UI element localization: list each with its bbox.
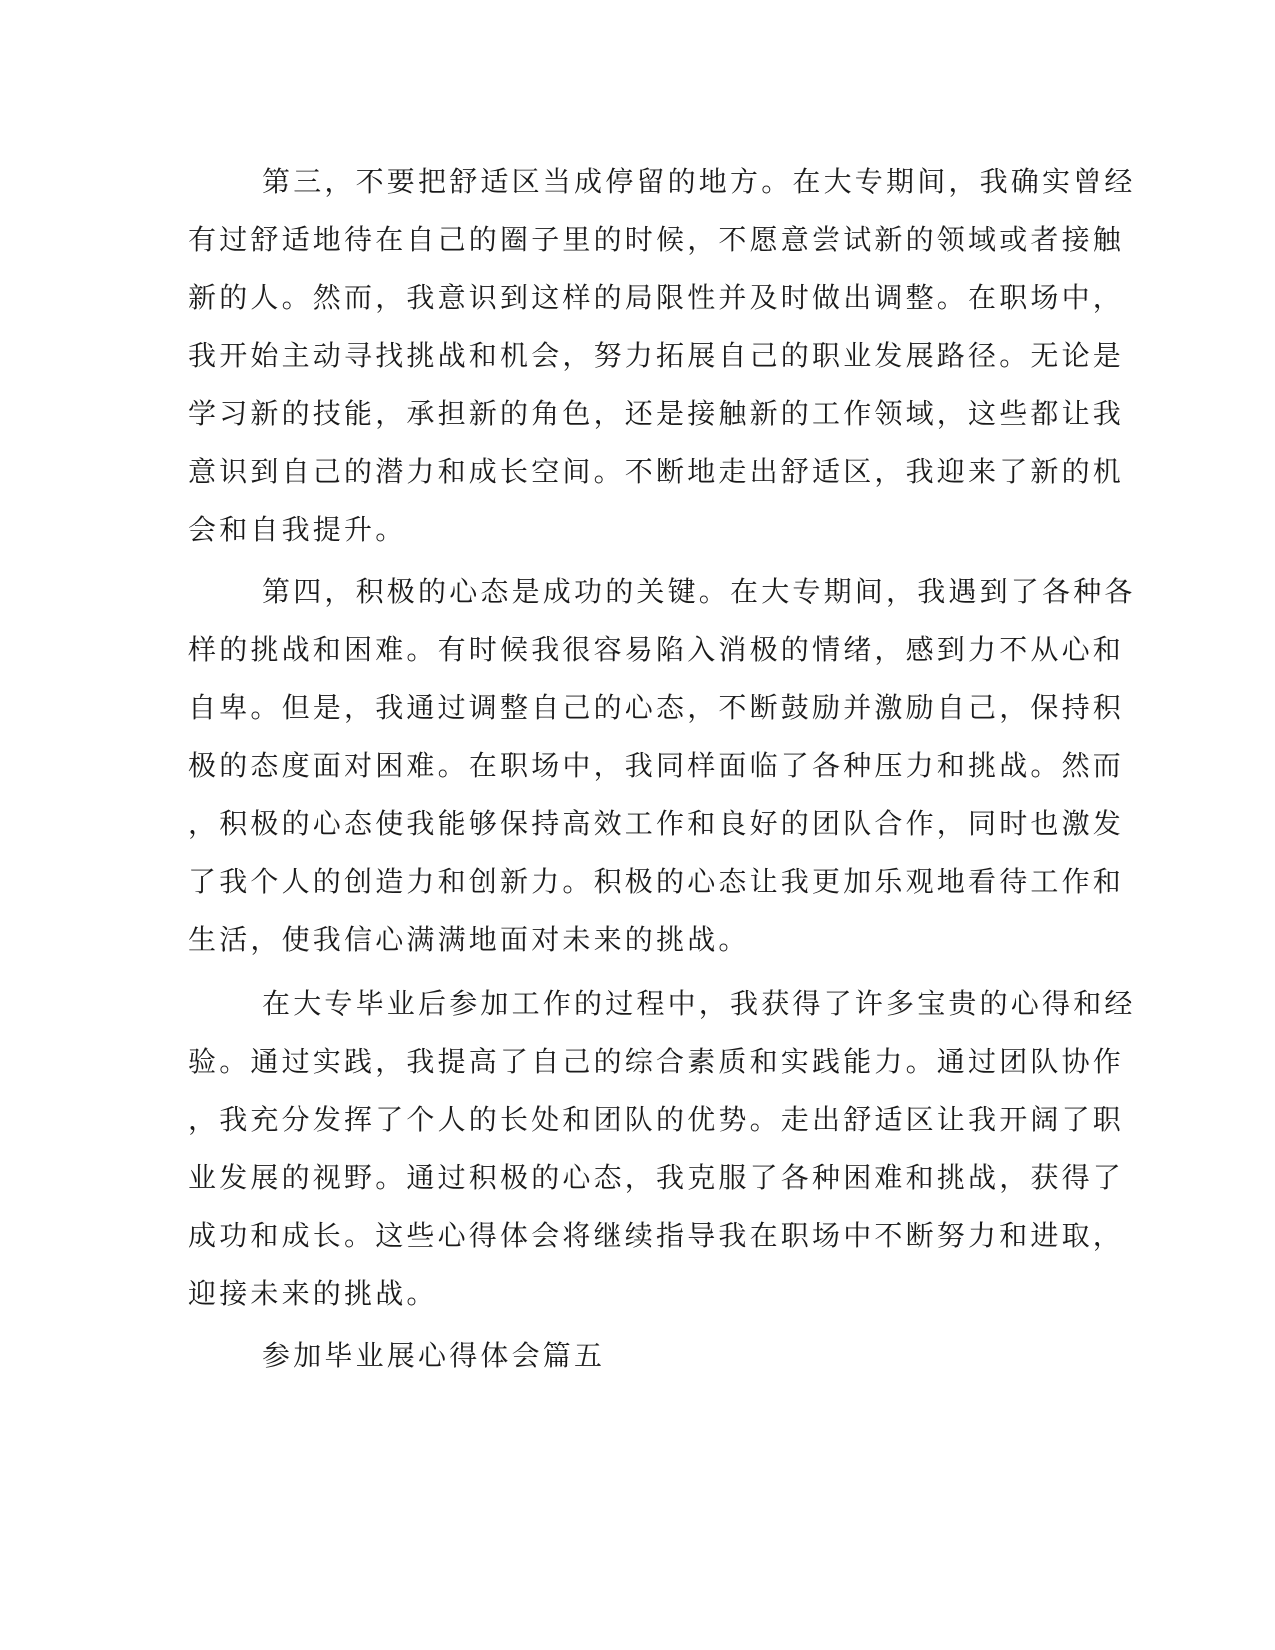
paragraph-5-line-3: ，我充分发挥了个人的长处和团队的优势。走出舒适区让我开阔了职 [188,1103,1125,1136]
paragraph-3-line-6: 意识到自己的潜力和成长空间。不断地走出舒适区，我迎来了新的机 [188,455,1125,488]
paragraph-3-line-3: 新的人。然而，我意识到这样的局限性并及时做出调整。在职场中， [188,281,1125,314]
paragraph-5-line-1: 在大专毕业后参加工作的过程中，我获得了许多宝贵的心得和经 [262,987,1136,1020]
paragraph-4-line-1: 第四，积极的心态是成功的关键。在大专期间，我遇到了各种各 [262,575,1136,608]
paragraph-3-line-2: 有过舒适地待在自己的圈子里的时候，不愿意尝试新的领域或者接触 [188,223,1125,256]
paragraph-5-line-6: 迎接未来的挑战。 [188,1277,438,1310]
paragraph-4-line-6: 了我个人的创造力和创新力。积极的心态让我更加乐观地看待工作和 [188,865,1125,898]
paragraph-3-line-4: 我开始主动寻找挑战和机会，努力拓展自己的职业发展路径。无论是 [188,339,1125,372]
paragraph-3-line-5: 学习新的技能，承担新的角色，还是接触新的工作领域，这些都让我 [188,397,1125,430]
paragraph-4-line-4: 极的态度面对困难。在职场中，我同样面临了各种压力和挑战。然而 [188,749,1125,782]
paragraph-5-line-4: 业发展的视野。通过积极的心态，我克服了各种困难和挑战，获得了 [188,1161,1125,1194]
paragraph-3-line-7: 会和自我提升。 [188,513,407,546]
paragraph-5-line-5: 成功和成长。这些心得体会将继续指导我在职场中不断努力和进取， [188,1219,1125,1252]
section-heading: 参加毕业展心得体会篇五 [262,1339,606,1372]
paragraph-3-line-1: 第三，不要把舒适区当成停留的地方。在大专期间，我确实曾经 [262,165,1136,198]
paragraph-4-line-7: 生活，使我信心满满地面对未来的挑战。 [188,923,750,956]
paragraph-5-line-2: 验。通过实践，我提高了自己的综合素质和实践能力。通过团队协作 [188,1045,1125,1078]
paragraph-4-line-3: 自卑。但是，我通过调整自己的心态，不断鼓励并激励自己，保持积 [188,691,1125,724]
paragraph-4-line-5: ，积极的心态使我能够保持高效工作和良好的团队合作，同时也激发 [188,807,1125,840]
paragraph-4-line-2: 样的挑战和困难。有时候我很容易陷入消极的情绪，感到力不从心和 [188,633,1125,666]
